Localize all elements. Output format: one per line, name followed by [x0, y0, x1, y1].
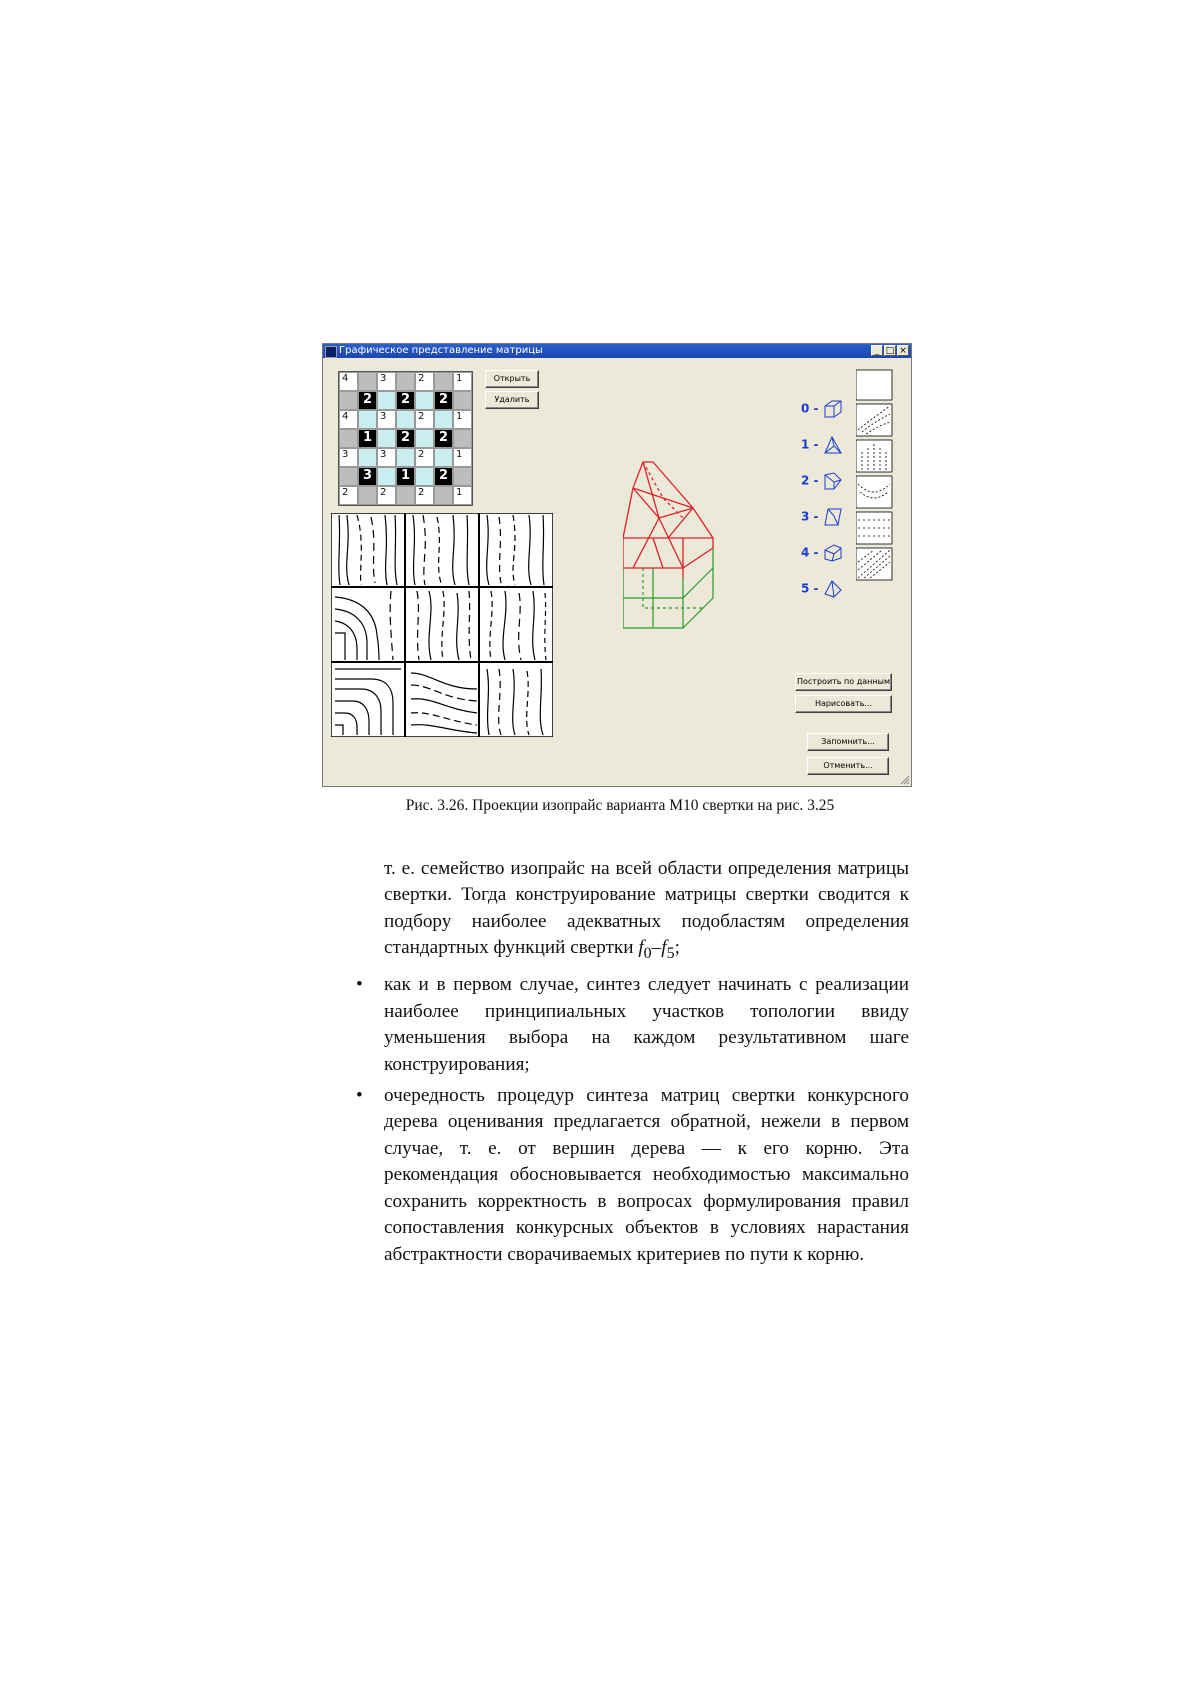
matrix-cell[interactable] — [377, 391, 396, 410]
matrix-cell[interactable]: 3 — [358, 467, 377, 486]
function-shape-icon — [822, 506, 844, 528]
resize-grip-icon[interactable] — [900, 775, 910, 785]
matrix-cell[interactable] — [358, 486, 377, 505]
matrix-cell[interactable]: 1 — [396, 467, 415, 486]
function-shape-icon — [822, 542, 844, 564]
matrix-cell[interactable] — [415, 429, 434, 448]
function-thumbnails — [856, 360, 896, 608]
matrix-cell[interactable] — [358, 372, 377, 391]
matrix-cell[interactable]: 3 — [377, 372, 396, 391]
matrix-cell[interactable] — [453, 467, 472, 486]
function-shape-icon — [822, 470, 844, 492]
matrix-cell[interactable]: 4 — [339, 410, 358, 429]
matrix-cell[interactable] — [415, 467, 434, 486]
matrix-cell[interactable]: 1 — [453, 448, 472, 467]
function-label: 2 - — [801, 473, 819, 488]
function-legend-item[interactable] — [801, 434, 844, 456]
matrix-cell[interactable]: 2 — [415, 486, 434, 505]
paragraph-continuation: т. е. семейство изопрайс на всей области определения матрицы свертки. Тогда конструирование матрицы свертки сводится к подбору наиболее адекватных подобластям определения стандартных функций свертки $f_0-f_5$; — [384, 858, 909, 963]
matrix-cell[interactable]: 4 — [339, 372, 358, 391]
matrix-cell[interactable] — [453, 391, 472, 410]
matrix-cell[interactable] — [396, 372, 415, 391]
bullet-item: • как и в первом случае, синтез следует начинать с реализации наиболее принципиальных участков топологии ввиду уменьшения выбора на каждом результативном шаге конструирования; — [356, 974, 909, 1075]
matrix-cell[interactable]: 3 — [339, 448, 358, 467]
matrix-cell[interactable]: 2 — [396, 429, 415, 448]
matrix-cell[interactable]: 1 — [453, 486, 472, 505]
matrix-cell[interactable]: 2 — [415, 372, 434, 391]
isoprice-3d-wireframe — [623, 458, 763, 648]
matrix-cell[interactable] — [358, 448, 377, 467]
isoprice-projection-panels — [331, 513, 553, 737]
matrix-cell[interactable]: 2 — [434, 391, 453, 410]
matrix-cell[interactable] — [339, 467, 358, 486]
function-label: 0 - — [801, 401, 819, 416]
function-legend-item[interactable] — [801, 578, 844, 600]
body-text — [356, 856, 909, 1268]
function-label: 1 - — [801, 437, 819, 452]
matrix-cell[interactable] — [415, 391, 434, 410]
close-button[interactable]: × — [897, 345, 909, 356]
matrix-cell[interactable]: 1 — [358, 429, 377, 448]
matrix-cell[interactable] — [434, 486, 453, 505]
draw-button[interactable]: Нарисовать... — [795, 695, 892, 713]
matrix-cell[interactable]: 1 — [453, 372, 472, 391]
remember-button[interactable]: Запомнить... — [807, 733, 889, 751]
app-icon — [325, 346, 337, 358]
matrix-cell[interactable]: 2 — [415, 410, 434, 429]
function-legend-item[interactable] — [801, 542, 844, 564]
matrix-cell[interactable] — [377, 429, 396, 448]
matrix-cell[interactable] — [434, 410, 453, 429]
matrix-cell[interactable]: 2 — [339, 486, 358, 505]
bullet-marker: • — [356, 1085, 363, 1107]
minimize-button[interactable]: _ — [871, 345, 883, 356]
open-button[interactable]: Открыть — [485, 370, 539, 388]
function-label: 5 - — [801, 581, 819, 596]
matrix-graphics-window — [322, 343, 912, 787]
matrix-cell[interactable]: 2 — [396, 391, 415, 410]
window-client-area — [323, 358, 911, 786]
function-label: 4 - — [801, 545, 819, 560]
matrix-cell[interactable] — [434, 372, 453, 391]
cancel-button[interactable]: Отменить... — [807, 757, 889, 775]
function-shape-icon — [822, 398, 844, 420]
matrix-cell[interactable]: 1 — [453, 410, 472, 429]
function-legend-item[interactable] — [801, 506, 844, 528]
matrix-cell[interactable]: 2 — [434, 467, 453, 486]
matrix-cell[interactable]: 2 — [434, 429, 453, 448]
function-label: 3 - — [801, 509, 819, 524]
matrix-cell[interactable] — [339, 429, 358, 448]
matrix-cell[interactable]: 3 — [377, 448, 396, 467]
window-title: Графическое представление матрицы — [339, 345, 543, 356]
figure-caption: Рис. 3.26. Проекции изопрайс варианта М10 свертки на рис. 3.25 — [405, 797, 835, 814]
function-shape-icon — [822, 578, 844, 600]
matrix-cell[interactable]: 2 — [377, 486, 396, 505]
matrix-cell[interactable]: 2 — [358, 391, 377, 410]
matrix-cell[interactable] — [453, 429, 472, 448]
matrix-cell[interactable] — [377, 467, 396, 486]
function-legend-item[interactable] — [801, 470, 844, 492]
build-from-data-button[interactable]: Построить по данным — [795, 673, 892, 691]
delete-button[interactable]: Удалить — [485, 391, 539, 409]
title-bar — [323, 344, 911, 358]
matrix-cell[interactable] — [339, 391, 358, 410]
matrix-cell[interactable]: 2 — [415, 448, 434, 467]
bullet-marker: • — [356, 974, 363, 996]
matrix-cell[interactable] — [396, 486, 415, 505]
function-shape-icon — [822, 434, 844, 456]
matrix-cell[interactable] — [434, 448, 453, 467]
function-legend-item[interactable] — [801, 398, 844, 420]
matrix-cell[interactable] — [396, 448, 415, 467]
matrix-cell[interactable]: 3 — [377, 410, 396, 429]
maximize-button[interactable]: □ — [885, 346, 895, 356]
bullet-item: • очередность процедур синтеза матриц свертки конкурсного дерева оценивания предлагается обратной, нежели в первом случае, т. е. от вершин дерева — к его корню. Эта рекомендация обосновывается необходимостью максимально сохранить корректность в вопросах формулирования правил сопоставления конкурсных объектов в условиях нарастания абстрактности сворачиваемых критериев по пути к корню. — [356, 1085, 909, 1265]
matrix-grid — [338, 371, 473, 506]
matrix-cell[interactable] — [396, 410, 415, 429]
matrix-cell[interactable] — [358, 410, 377, 429]
